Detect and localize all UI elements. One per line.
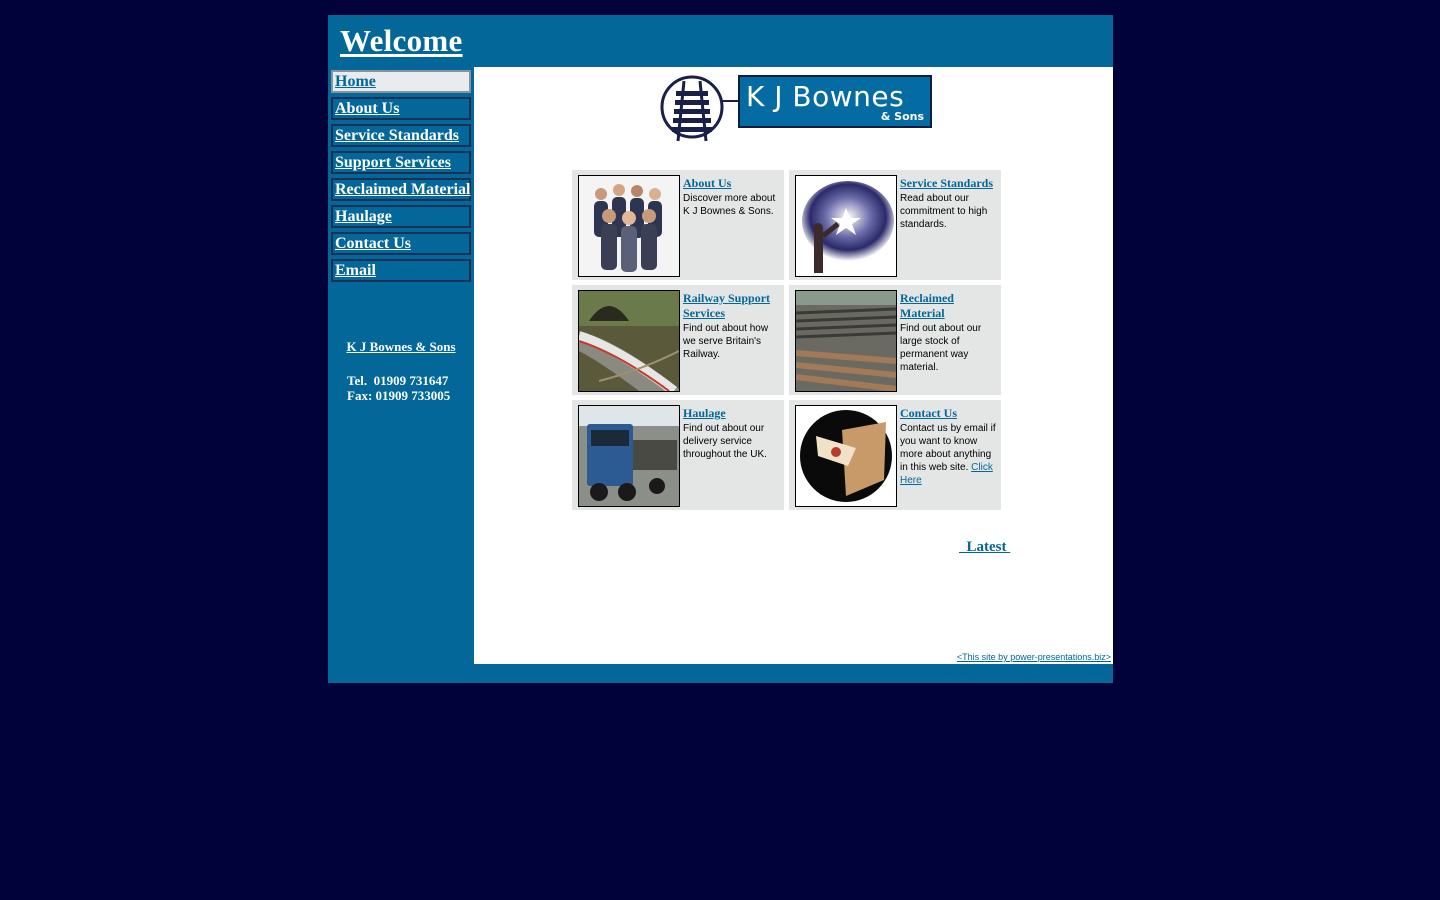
envelope-letter-photo[interactable]	[795, 405, 897, 507]
sidebar-company	[328, 339, 474, 355]
nav-item-service-standards[interactable]: Service Standards	[331, 124, 471, 147]
nav-item-email[interactable]: Email	[331, 259, 471, 282]
railway-track-logo-icon	[660, 73, 740, 145]
site-credit-link[interactable]: <This site by power-presentations.biz>	[956, 652, 1111, 662]
card-reclaimed-material	[789, 285, 1001, 395]
nav-item-reclaimed-material[interactable]: Reclaimed Material	[331, 178, 471, 201]
nav-item-haulage[interactable]: Haulage	[331, 205, 471, 228]
stacked-rails-photo[interactable]	[795, 290, 897, 392]
page-title: Welcome	[340, 23, 463, 58]
card-title[interactable]: Reclaimed Material	[900, 291, 954, 320]
nav-item-support-services[interactable]: Support Services	[331, 151, 471, 174]
card-contact-us	[789, 400, 1001, 510]
lorry-photo[interactable]	[578, 405, 680, 507]
card-description-text: Contact us by email if you want to know more about anything in this web site.	[900, 423, 996, 473]
card-railway-support-services	[572, 285, 784, 395]
card-title[interactable]: Contact Us	[900, 406, 957, 420]
click-here-link[interactable]: Click Here	[900, 462, 993, 486]
nav-item-home[interactable]: Home	[331, 70, 471, 93]
card-description	[900, 422, 997, 487]
card-title[interactable]: Haulage	[683, 406, 726, 420]
nav-item-contact-us[interactable]: Contact Us	[331, 232, 471, 255]
logo-name: K J Bownes	[746, 80, 905, 113]
card-title[interactable]: About Us	[683, 176, 732, 190]
telephone-number: Tel. 01909 731647	[347, 373, 449, 388]
card-description: Find out about our delivery service throughout the UK.	[683, 423, 767, 460]
company-logo	[660, 73, 936, 145]
company-name-link[interactable]: K J Bownes & Sons	[346, 339, 456, 354]
card-description: Discover more about K J Bownes & Sons.	[683, 193, 776, 217]
sidebar-nav	[331, 70, 471, 286]
card-description: Find out about our large stock of permanent way material.	[900, 323, 982, 373]
main-content	[474, 67, 1113, 664]
card-about-us	[572, 170, 784, 280]
train-in-tunnel-photo[interactable]	[578, 290, 680, 392]
logo-wordmark	[738, 75, 932, 128]
sidebar-contact	[347, 373, 450, 403]
card-description: Find out about how we serve Britain's Railway.	[683, 323, 769, 360]
card-service-standards	[789, 170, 1001, 280]
card-title[interactable]: Service Standards	[900, 176, 993, 190]
group-of-people-photo[interactable]	[578, 175, 680, 277]
card-title[interactable]: Railway Support Services	[683, 291, 771, 320]
latest-link[interactable]: Latest	[959, 539, 1011, 555]
nav-item-about-us[interactable]: About Us	[331, 97, 471, 120]
fax-number: Fax: 01909 733005	[347, 388, 451, 403]
card-description: Read about our commitment to high standards.	[900, 193, 988, 230]
logo-subtitle: & Sons	[880, 110, 924, 123]
card-haulage	[572, 400, 784, 510]
page-frame	[328, 15, 1113, 683]
person-with-star-photo[interactable]	[795, 175, 897, 277]
